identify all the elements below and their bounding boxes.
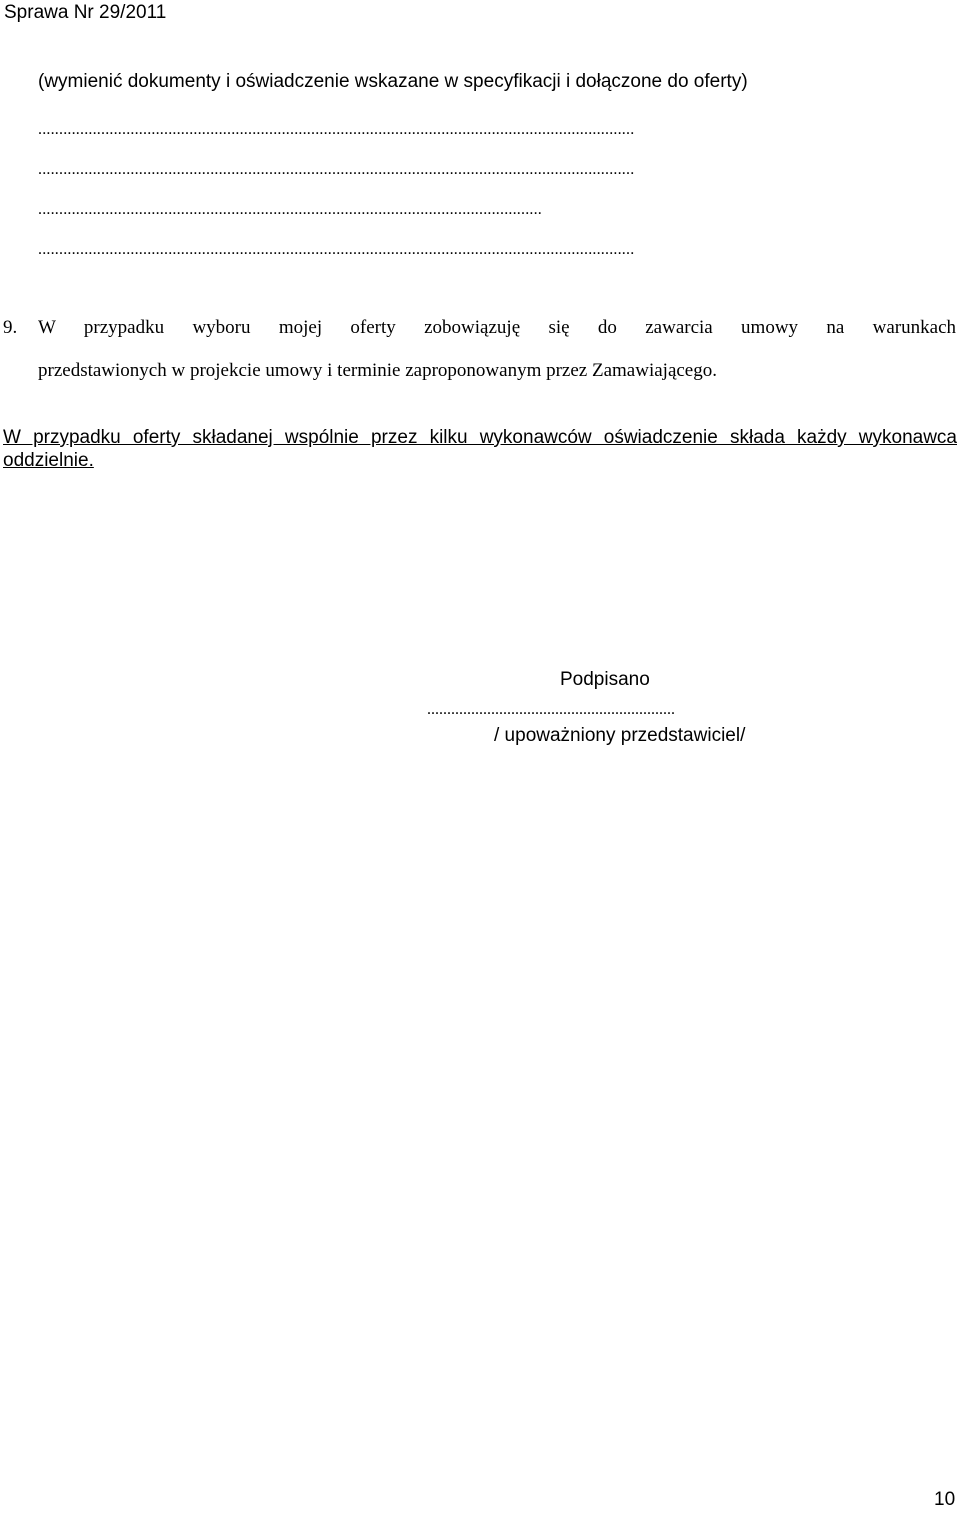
case-number-header: Sprawa Nr 29/2011 [4, 2, 167, 23]
dotted-fill-line-2: .............................................................................................................................................. [38, 161, 635, 178]
authorized-representative-label: / upoważniony przedstawiciel/ [494, 725, 746, 746]
item-9-text-line-2: przedstawionych w projekcie umowy i terminie zaproponowanym przez Zamawiającego. [38, 360, 717, 381]
dotted-fill-line-4: .............................................................................................................................................. [38, 241, 635, 258]
joint-offer-note: W przypadku oferty składanej wspólnie przez kilku wykonawców oświadczenie składa każdy wykonawca oddzielnie. [3, 427, 957, 471]
item-9-text-line-1: W przypadku wyboru mojej oferty zobowiązuję się do zawarcia umowy na warunkach [38, 317, 956, 338]
page-number: 10 [934, 1489, 956, 1510]
signature-dotted-line: .............................................................. [427, 701, 675, 718]
dotted-fill-line-3: ........................................................................................................................ [38, 201, 542, 218]
signed-label: Podpisano [560, 669, 650, 690]
dotted-fill-line-1: .............................................................................................................................................. [38, 121, 635, 138]
item-9-number: 9. [3, 317, 18, 338]
attachments-instruction: (wymienić dokumenty i oświadczenie wskazane w specyfikacji i dołączone do oferty) [38, 71, 748, 92]
